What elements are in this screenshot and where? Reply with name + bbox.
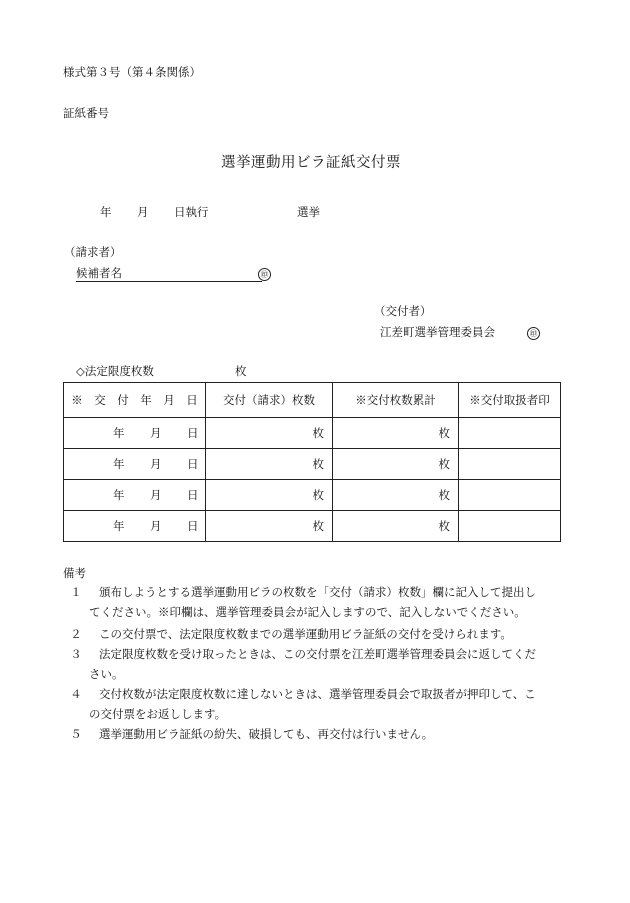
certificate-number-label: 証紙番号: [63, 106, 109, 120]
issuer-label: （交付者）: [374, 304, 432, 318]
remark-number: ５: [70, 727, 82, 741]
header-cumulative-count: ※交付枚数累計: [333, 383, 459, 418]
legal-limit-unit: 枚: [235, 364, 247, 378]
election-year-label: 年: [100, 205, 112, 219]
legal-limit-label: ◇法定限度枚数: [76, 364, 154, 378]
candidate-name-underline: [76, 281, 262, 282]
year-label: 年: [113, 519, 125, 533]
header-handler-seal: ※交付取扱者印: [459, 383, 561, 418]
candidate-seal: ㊞: [258, 268, 271, 281]
year-label: 年: [113, 426, 125, 440]
remark-item: [63, 624, 573, 644]
election-month-label: 月: [137, 205, 149, 219]
issue-date-cell[interactable]: [64, 480, 206, 511]
remark-text: 選挙運動用ビラ証紙の紛失、破損しても、再交付は行いません。: [99, 727, 434, 741]
candidate-name-label: 候補者名: [76, 266, 122, 280]
election-day-held-label: 日執行: [174, 205, 209, 219]
day-label: 日: [187, 488, 199, 502]
requested-count-cell[interactable]: 枚: [206, 418, 333, 449]
remark-item: [63, 684, 573, 724]
month-label: 月: [150, 488, 162, 502]
issuer-seal: ㊞: [527, 327, 540, 340]
candidate-name-field[interactable]: [76, 268, 270, 281]
day-label: 日: [187, 457, 199, 471]
election-name-label: 選挙: [297, 205, 320, 219]
requested-count-cell[interactable]: 枚: [206, 511, 333, 542]
header-requested-count: 交付（請求）枚数: [206, 383, 333, 418]
issuance-table: [63, 382, 561, 542]
remark-number: ３: [70, 647, 82, 661]
remark-text: この交付票で、法定限度枚数までの選挙運動用ビラ証紙の交付を受けられます。: [99, 627, 512, 641]
remark-text: 交付枚数が法定限度枚数に達しないときは、選挙管理委員会で取扱者が押印して、こ: [99, 687, 536, 701]
cumulative-count-cell[interactable]: 枚: [333, 480, 459, 511]
remark-text-continued: さい。: [89, 667, 124, 681]
remark-item: [63, 582, 573, 622]
day-label: 日: [187, 519, 199, 533]
handler-seal-cell[interactable]: [459, 480, 561, 511]
requested-count-cell[interactable]: 枚: [206, 449, 333, 480]
remark-text-continued: の交付票をお返しします。: [89, 707, 227, 721]
header-issue-date: ※ 交 付 年 月 日: [64, 383, 206, 418]
handler-seal-cell[interactable]: [459, 511, 561, 542]
remark-number: ２: [70, 627, 82, 641]
month-label: 月: [150, 519, 162, 533]
remark-number: ４: [70, 687, 82, 701]
cumulative-count-cell[interactable]: 枚: [333, 418, 459, 449]
month-label: 月: [150, 457, 162, 471]
remark-text: 頒布しようとする選挙運動用ビラの枚数を「交付（請求）枚数」欄に記入して提出し: [99, 585, 536, 599]
year-label: 年: [113, 488, 125, 502]
day-label: 日: [187, 426, 199, 440]
remark-item: [63, 644, 573, 684]
remark-number: １: [70, 585, 82, 599]
table-row: [64, 511, 561, 542]
year-label: 年: [113, 457, 125, 471]
remark-text: 法定限度枚数を受け取ったときは、この交付票を江差町選挙管理委員会に返してくだ: [99, 647, 536, 661]
remark-item: [63, 724, 573, 744]
page-title: 選挙運動用ビラ証紙交付票: [221, 155, 401, 171]
table-header-row: [64, 383, 561, 418]
issuer-name: 江差町選挙管理委員会: [380, 325, 495, 339]
month-label: 月: [150, 426, 162, 440]
table-row: [64, 449, 561, 480]
table-row: [64, 418, 561, 449]
issue-date-cell[interactable]: [64, 511, 206, 542]
requested-count-cell[interactable]: 枚: [206, 480, 333, 511]
issue-date-cell[interactable]: [64, 449, 206, 480]
table-row: [64, 480, 561, 511]
issue-date-cell[interactable]: [64, 418, 206, 449]
handler-seal-cell[interactable]: [459, 449, 561, 480]
cumulative-count-cell[interactable]: 枚: [333, 449, 459, 480]
handler-seal-cell[interactable]: [459, 418, 561, 449]
form-number: 様式第３号（第４条関係）: [63, 65, 201, 79]
remark-text-continued: てください。※印欄は、選挙管理委員会が記入しますので、記入しないでください。: [89, 605, 526, 619]
remarks-heading: 備考: [63, 566, 86, 580]
cumulative-count-cell[interactable]: 枚: [333, 511, 459, 542]
requester-label: （請求者）: [64, 245, 122, 259]
